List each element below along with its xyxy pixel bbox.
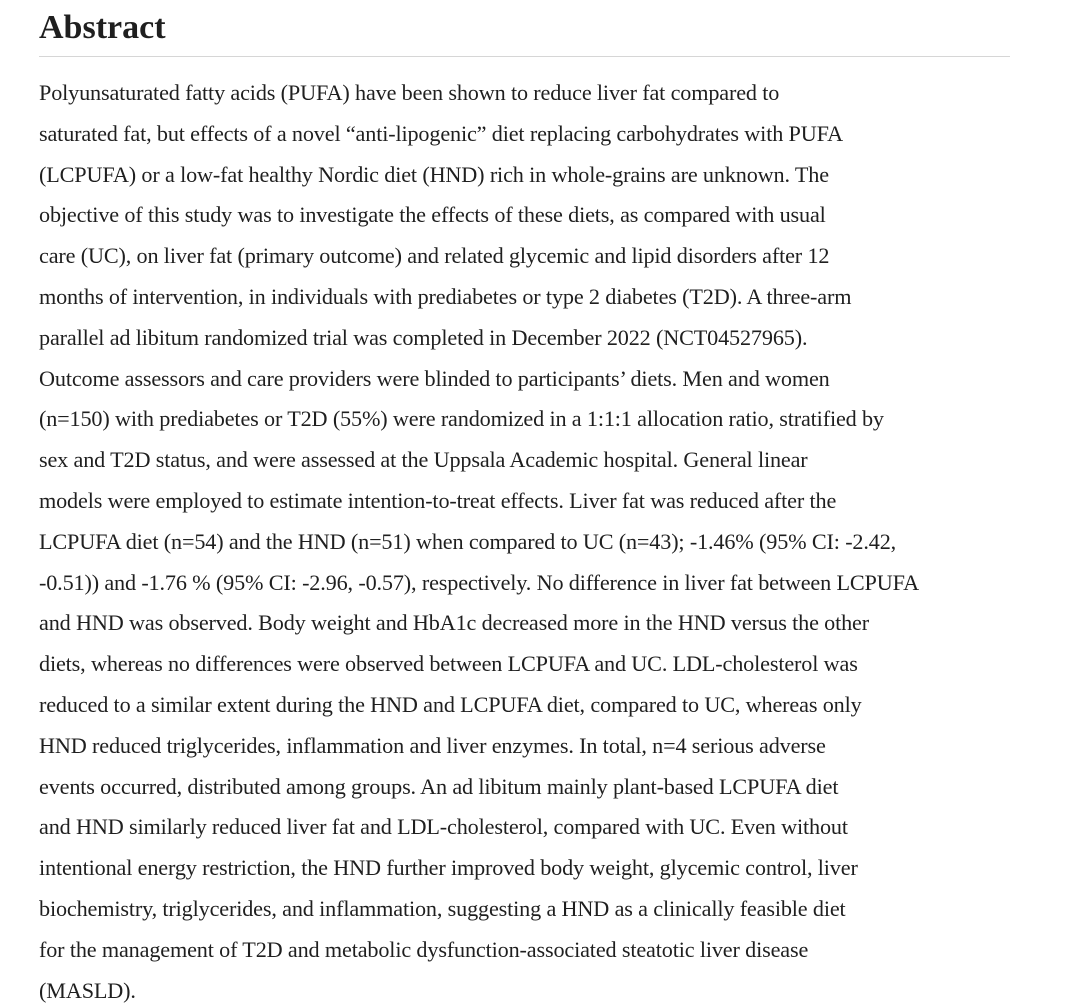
abstract-line: models were employed to estimate intention-to-treat effects. Liver fat was reduced after the — [39, 487, 837, 513]
abstract-line: (MASLD). — [39, 977, 136, 1003]
abstract-line: intentional energy restriction, the HND further improved body weight, glycemic control, liver — [39, 855, 858, 881]
abstract-line: (n=150) with prediabetes or T2D (55%) were randomized in a 1:1:1 allocation ratio, stratified by — [39, 406, 884, 432]
abstract-line: diets, whereas no differences were observed between LCPUFA and UC. LDL-cholesterol was — [39, 651, 858, 677]
abstract-line: months of intervention, in individuals with prediabetes or type 2 diabetes (T2D). A three-arm — [39, 283, 852, 309]
abstract-line: objective of this study was to investigate the effects of these diets, as compared with usual — [39, 202, 826, 228]
abstract-line: events occurred, distributed among groups. An ad libitum mainly plant-based LCPUFA diet — [39, 773, 839, 799]
abstract-line: parallel ad libitum randomized trial was completed in December 2022 (NCT04527965). — [39, 324, 808, 350]
abstract-line: biochemistry, triglycerides, and inflammation, suggesting a HND as a clinically feasible diet — [39, 895, 846, 921]
abstract-line: (LCPUFA) or a low-fat healthy Nordic diet (HND) rich in whole-grains are unknown. The — [39, 161, 829, 187]
abstract-line: LCPUFA diet (n=54) and the HND (n=51) when compared to UC (n=43); -1.46% (95% CI: -2.42, — [39, 528, 897, 554]
abstract-line: sex and T2D status, and were assessed at the Uppsala Academic hospital. General linear — [39, 447, 808, 473]
abstract-line: care (UC), on liver fat (primary outcome) and related glycemic and lipid disorders after 12 — [39, 243, 830, 269]
abstract-line: HND reduced triglycerides, inflammation and liver enzymes. In total, n=4 serious adverse — [39, 732, 826, 758]
heading-divider — [39, 56, 1010, 57]
abstract-line: -0.51)) and -1.76 % (95% CI: -2.96, -0.57), respectively. No difference in liver fat between LCPUFA — [39, 569, 919, 595]
abstract-line: for the management of T2D and metabolic dysfunction-associated steatotic liver disease — [39, 936, 809, 962]
abstract-line: reduced to a similar extent during the HND and LCPUFA diet, compared to UC, whereas only — [39, 691, 862, 717]
abstract-line: and HND similarly reduced liver fat and LDL-cholesterol, compared with UC. Even without — [39, 814, 848, 840]
abstract-line: saturated fat, but effects of a novel “anti-lipogenic” diet replacing carbohydrates with PUFA — [39, 120, 844, 146]
abstract-body — [39, 73, 1010, 1004]
abstract-line: Polyunsaturated fatty acids (PUFA) have been shown to reduce liver fat compared to — [39, 80, 780, 105]
abstract-heading: Abstract — [39, 9, 166, 46]
abstract-line: Outcome assessors and care providers were blinded to participants’ diets. Men and women — [39, 365, 830, 391]
abstract-line: and HND was observed. Body weight and HbA1c decreased more in the HND versus the other — [39, 610, 869, 636]
